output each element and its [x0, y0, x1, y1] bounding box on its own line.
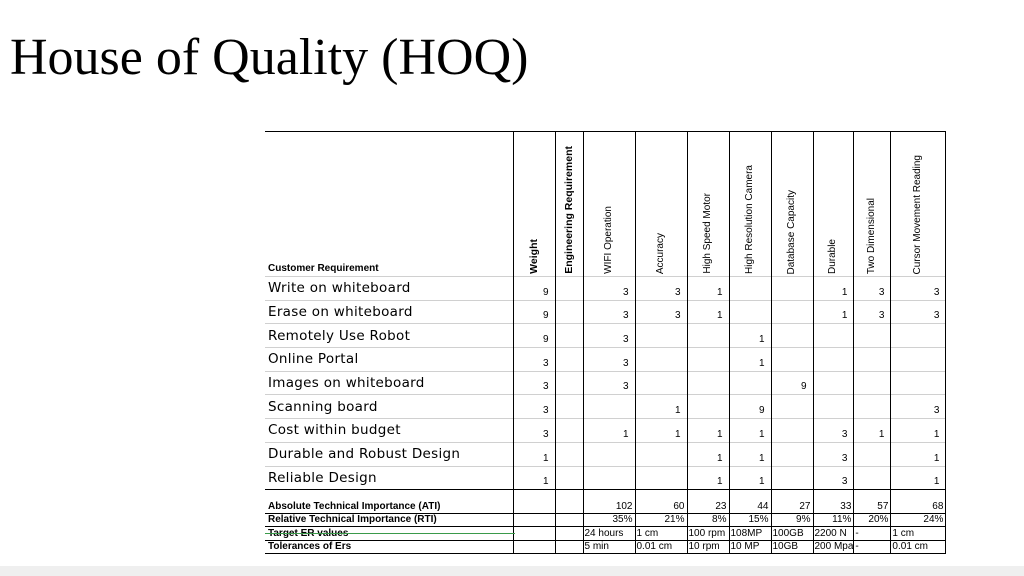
table-row: [265, 395, 946, 419]
er-3-heading: High Speed Motor: [702, 193, 713, 274]
relationship-value: 1: [813, 300, 854, 324]
summary-label: Relative Technical Importance (RTI): [265, 513, 513, 527]
relationship-value: 1: [854, 419, 891, 443]
table-row: [265, 300, 946, 324]
relationship-value: [771, 419, 813, 443]
engineering-blank-cell: [555, 371, 583, 395]
relationship-value: [729, 300, 771, 324]
weight-value: 3: [513, 395, 555, 419]
weight-heading: Weight: [528, 239, 540, 274]
customer-requirement-name: Durable and Robust Design: [265, 442, 513, 466]
customer-requirement-name: Cost within budget: [265, 419, 513, 443]
relationship-value: [771, 466, 813, 490]
relationship-value: 1: [891, 466, 946, 490]
relationship-value: [813, 348, 854, 372]
weight-value: 9: [513, 277, 555, 301]
relationship-value: [771, 395, 813, 419]
summary-value: 21%: [635, 513, 687, 527]
relationship-value: [729, 277, 771, 301]
table-row: [265, 371, 946, 395]
weight-header-cell: [513, 132, 555, 277]
house-of-quality-table: [265, 131, 946, 554]
summary-value: 2200 N: [813, 527, 854, 541]
summary-value: 11%: [813, 513, 854, 527]
relationship-value: [729, 371, 771, 395]
summary-value: 100 rpm: [687, 527, 729, 541]
summary-value: 33: [813, 500, 854, 513]
relationship-value: [854, 466, 891, 490]
summary-value: 102: [583, 500, 635, 513]
summary-value: 57: [854, 500, 891, 513]
summary-value: 1 cm: [891, 527, 946, 541]
relationship-value: 3: [635, 277, 687, 301]
relationship-value: 1: [891, 419, 946, 443]
summary-blank-cell: [555, 500, 583, 513]
relationship-value: 3: [583, 371, 635, 395]
engineering-requirement-heading: Engineering Requirement: [563, 146, 575, 274]
summary-blank-cell: [555, 513, 583, 527]
table-underline: [265, 533, 515, 534]
relationship-value: 3: [583, 300, 635, 324]
weight-value: 3: [513, 419, 555, 443]
er-5-header-cell: [771, 132, 813, 277]
relationship-value: [854, 371, 891, 395]
relationship-value: 1: [635, 419, 687, 443]
er-1-header-cell: [583, 132, 635, 277]
er-4-header-cell: [729, 132, 771, 277]
er-7-heading: Two Dimensional: [866, 197, 878, 274]
relationship-value: 1: [729, 324, 771, 348]
relationship-value: [687, 348, 729, 372]
table-row: [265, 466, 946, 490]
table-row: [265, 348, 946, 372]
relationship-value: [854, 324, 891, 348]
relationship-value: 1: [729, 419, 771, 443]
summary-value: 10 MP: [729, 540, 771, 554]
relationship-value: 1: [687, 466, 729, 490]
relationship-value: 3: [635, 300, 687, 324]
relationship-value: 3: [891, 395, 946, 419]
weight-value: 9: [513, 300, 555, 324]
relationship-value: [771, 324, 813, 348]
relationship-value: [891, 371, 946, 395]
relationship-value: 3: [891, 300, 946, 324]
relationship-value: 1: [891, 442, 946, 466]
spacer-row: [265, 490, 946, 501]
relationship-value: [891, 324, 946, 348]
relationship-value: [813, 395, 854, 419]
er-4-heading: High Resolution Camera: [744, 165, 755, 274]
customer-requirement-name: Remotely Use Robot: [265, 324, 513, 348]
er-6-heading: Durable: [827, 238, 839, 274]
engineering-blank-cell: [555, 466, 583, 490]
engineering-blank-cell: [555, 277, 583, 301]
customer-requirement-name: Write on whiteboard: [265, 277, 513, 301]
relationship-value: 3: [583, 324, 635, 348]
summary-value: 9%: [771, 513, 813, 527]
summary-blank-cell: [513, 540, 555, 554]
customer-requirement-name: Reliable Design: [265, 466, 513, 490]
weight-value: 3: [513, 348, 555, 372]
relationship-value: 1: [687, 277, 729, 301]
relationship-value: 1: [583, 419, 635, 443]
summary-blank-cell: [555, 540, 583, 554]
summary-value: 35%: [583, 513, 635, 527]
engineering-blank-cell: [555, 300, 583, 324]
er-3-header-cell: [687, 132, 729, 277]
summary-blank-cell: [513, 500, 555, 513]
header-row: [265, 132, 946, 277]
customer-requirement-name: Erase on whiteboard: [265, 300, 513, 324]
relationship-value: [813, 324, 854, 348]
relationship-value: [583, 442, 635, 466]
relationship-value: [635, 324, 687, 348]
summary-value: 8%: [687, 513, 729, 527]
relationship-value: 9: [729, 395, 771, 419]
er-2-header-cell: [635, 132, 687, 277]
relationship-value: [854, 395, 891, 419]
relationship-value: [891, 348, 946, 372]
table-row: [265, 324, 946, 348]
summary-value: 27: [771, 500, 813, 513]
summary-label: Tolerances of Ers: [265, 540, 513, 554]
table-row: [265, 442, 946, 466]
weight-value: 3: [513, 371, 555, 395]
weight-value: 1: [513, 466, 555, 490]
summary-value: 23: [687, 500, 729, 513]
summary-value: 0.01 cm: [891, 540, 946, 554]
summary-value: 44: [729, 500, 771, 513]
relationship-value: [635, 371, 687, 395]
summary-value: 5 min: [583, 540, 635, 554]
relationship-value: [687, 395, 729, 419]
summary-row: [265, 500, 946, 513]
summary-value: 10 rpm: [687, 540, 729, 554]
relationship-value: 1: [687, 300, 729, 324]
relationship-value: 1: [729, 466, 771, 490]
slide-bottom-band: [0, 566, 1024, 576]
er-7-header-cell: [854, 132, 891, 277]
relationship-value: 3: [891, 277, 946, 301]
relationship-value: 1: [813, 277, 854, 301]
summary-value: 100GB: [771, 527, 813, 541]
weight-value: 1: [513, 442, 555, 466]
relationship-value: [635, 348, 687, 372]
summary-value: 108MP: [729, 527, 771, 541]
relationship-value: [583, 466, 635, 490]
relationship-value: [635, 466, 687, 490]
summary-blank-cell: [513, 527, 555, 541]
relationship-value: 9: [771, 371, 813, 395]
customer-requirement-name: Scanning board: [265, 395, 513, 419]
relationship-value: [854, 348, 891, 372]
slide-title: House of Quality (HOQ): [10, 29, 529, 86]
engineering-blank-cell: [555, 419, 583, 443]
relationship-value: [635, 442, 687, 466]
relationship-value: [687, 324, 729, 348]
er-1-heading: WIFI Operation: [603, 206, 614, 274]
relationship-value: [687, 371, 729, 395]
relationship-value: 1: [635, 395, 687, 419]
engineering-blank-cell: [555, 348, 583, 372]
er-8-header-cell: [891, 132, 946, 277]
summary-value: -: [854, 527, 891, 541]
relationship-value: [771, 277, 813, 301]
summary-value: 0.01 cm: [635, 540, 687, 554]
relationship-value: 3: [854, 300, 891, 324]
relationship-value: 1: [687, 442, 729, 466]
relationship-value: [771, 442, 813, 466]
summary-row: [265, 540, 946, 554]
summary-value: -: [854, 540, 891, 554]
er-2-heading: Accuracy: [655, 232, 666, 274]
relationship-value: 1: [687, 419, 729, 443]
relationship-value: 1: [729, 442, 771, 466]
summary-value: 68: [891, 500, 946, 513]
relationship-value: 3: [813, 442, 854, 466]
summary-value: 10GB: [771, 540, 813, 554]
table-row: [265, 419, 946, 443]
summary-row: [265, 513, 946, 527]
engineering-blank-cell: [555, 395, 583, 419]
relationship-value: [771, 348, 813, 372]
summary-blank-cell: [555, 527, 583, 541]
summary-value: 200 Mpa: [814, 541, 854, 553]
summary-value: 24%: [891, 513, 946, 527]
er-6-header-cell: [813, 132, 854, 277]
relationship-value: [813, 371, 854, 395]
relationship-value: 3: [813, 419, 854, 443]
er-8-heading: Cursor Movement Reading: [912, 154, 924, 274]
summary-value: 20%: [854, 513, 891, 527]
summary-value: 60: [635, 500, 687, 513]
relationship-value: 3: [854, 277, 891, 301]
er-5-heading: Database Capacity: [786, 189, 797, 274]
relationship-value: 1: [729, 348, 771, 372]
summary-value: 1 cm: [635, 527, 687, 541]
engineering-blank-cell: [555, 324, 583, 348]
engineering-requirement-header-cell: [555, 132, 583, 277]
relationship-value: 3: [583, 348, 635, 372]
summary-label: Absolute Technical Importance (ATI): [265, 500, 513, 513]
customer-requirement-name: Images on whiteboard: [265, 371, 513, 395]
relationship-value: [771, 300, 813, 324]
engineering-blank-cell: [555, 442, 583, 466]
relationship-value: 3: [583, 277, 635, 301]
customer-requirement-heading: Customer Requirement: [268, 263, 379, 274]
customer-requirement-name: Online Portal: [265, 348, 513, 372]
table-row: [265, 277, 946, 301]
weight-value: 9: [513, 324, 555, 348]
summary-value: 15%: [729, 513, 771, 527]
summary-value: 24 hours: [583, 527, 635, 541]
relationship-value: [854, 442, 891, 466]
relationship-value: [583, 395, 635, 419]
header-corner-cell: [265, 132, 513, 277]
relationship-value: 3: [813, 466, 854, 490]
summary-blank-cell: [513, 513, 555, 527]
